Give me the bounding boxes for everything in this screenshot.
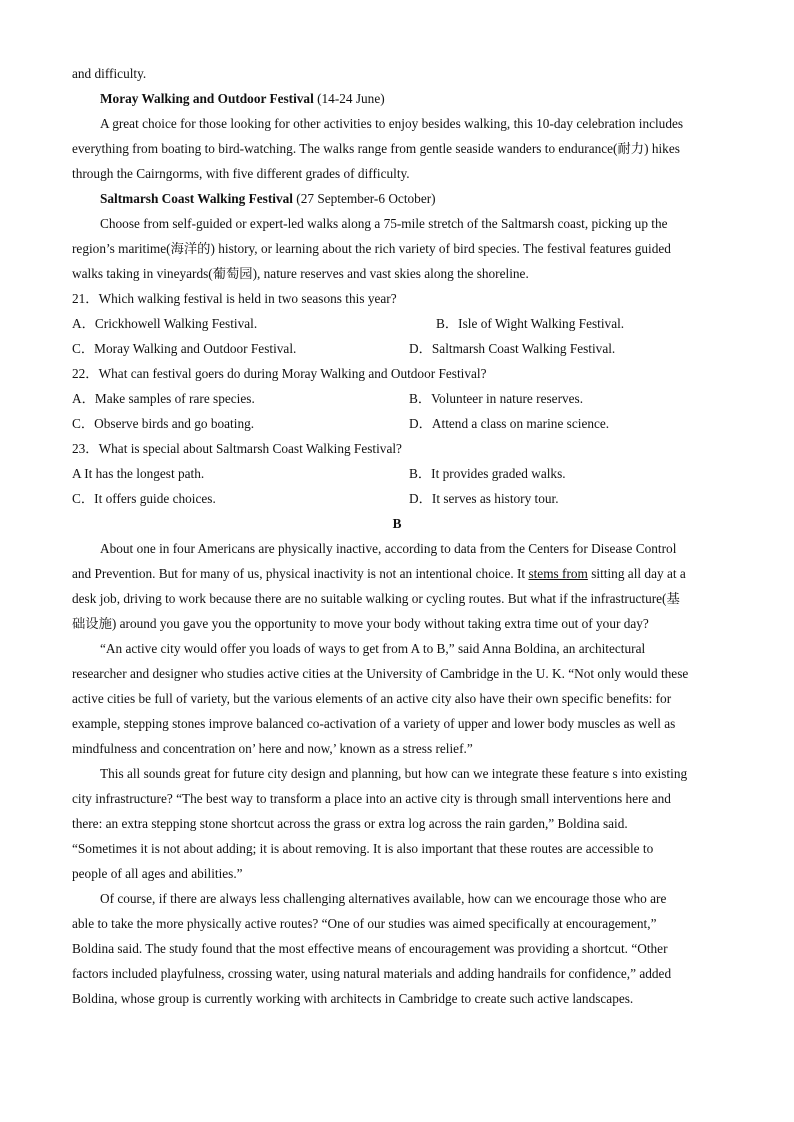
passage-line bbox=[72, 561, 686, 586]
option-b: B．Isle of Wight Walking Festival. bbox=[436, 316, 625, 331]
passage-line: people of all ages and abilities.” bbox=[72, 866, 243, 881]
passage-line: About one in four Americans are physically inactive, according to data from the Centers for Disease Control bbox=[100, 541, 677, 556]
passage-line: there: an extra stepping stone shortcut across the grass or extra log across the rain garden,” Boldina said. bbox=[72, 816, 628, 831]
passage-line: “Sometimes it is not about adding; it is about removing. It is also important that these routes are accessible to bbox=[72, 841, 654, 856]
passage-line: able to take the more physically active routes? “One of our studies was aimed specifically at encouragement,” bbox=[72, 916, 657, 931]
passage-line: through the Cairngorms, with five different grades of difficulty. bbox=[72, 166, 410, 181]
underlined-phrase: stems from bbox=[528, 566, 588, 581]
festival-dates: (14-24 June) bbox=[313, 91, 385, 106]
passage-line: active cities be full of variety, but the various elements of an active city also have their own specific benefits: for bbox=[72, 691, 672, 706]
passage-line: A great choice for those looking for other activities to enjoy besides walking, this 10-day celebration includes bbox=[100, 116, 684, 131]
passage-line: 础设施) around you gave you the opportunity to move your body without taking extra time out of your day? bbox=[72, 616, 649, 631]
passage-line: This all sounds great for future city design and planning, but how can we integrate these feature s into existing bbox=[100, 766, 688, 781]
text-run: and Prevention. But for many of us, physical inactivity is not an intentional choice. It bbox=[72, 566, 529, 581]
passage-line: Boldina said. The study found that the most effective means of encouragement was providing a shortcut. “Other bbox=[72, 941, 668, 956]
festival-heading-saltmarsh bbox=[100, 186, 436, 211]
passage-line: Boldina, whose group is currently working with architects in Cambridge to create such active landscapes. bbox=[72, 991, 634, 1006]
option-a: A It has the longest path. bbox=[72, 466, 205, 481]
section-heading: B bbox=[392, 516, 402, 531]
option-b: B．It provides graded walks. bbox=[409, 466, 566, 481]
option-c: C．Moray Walking and Outdoor Festival. bbox=[72, 341, 297, 356]
question-stem: 21．Which walking festival is held in two seasons this year? bbox=[72, 291, 397, 306]
festival-dates: (27 September-6 October) bbox=[292, 191, 436, 206]
option-d: D．Saltmarsh Coast Walking Festival. bbox=[409, 341, 616, 356]
passage-line: Of course, if there are always less challenging alternatives available, how can we encourage those who are bbox=[100, 891, 667, 906]
option-c: C．Observe birds and go boating. bbox=[72, 416, 255, 431]
option-c: C．It offers guide choices. bbox=[72, 491, 216, 506]
passage-line: walks taking in vineyards(葡萄园), nature reserves and vast skies along the shoreline. bbox=[72, 266, 529, 281]
option-d: D．Attend a class on marine science. bbox=[409, 416, 610, 431]
option-d: D．It serves as history tour. bbox=[409, 491, 559, 506]
passage-line: researcher and designer who studies active cities at the University of Cambridge in the U. K. “Not only would these bbox=[72, 666, 689, 681]
text-run: sitting all day at a bbox=[587, 566, 686, 581]
question-stem: 22．What can festival goers do during Moray Walking and Outdoor Festival? bbox=[72, 366, 487, 381]
passage-line: mindfulness and concentration on’ here and now,’ known as a stress relief.” bbox=[72, 741, 473, 756]
option-a: A．Crickhowell Walking Festival. bbox=[72, 316, 258, 331]
option-a: A．Make samples of rare species. bbox=[72, 391, 255, 406]
question-stem: 23．What is special about Saltmarsh Coast Walking Festival? bbox=[72, 441, 402, 456]
passage-line: city infrastructure? “The best way to transform a place into an active city is through small interventions here and bbox=[72, 791, 671, 806]
passage-line: Choose from self-guided or expert-led walks along a 75-mile stretch of the Saltmarsh coast, picking up the bbox=[100, 216, 668, 231]
passage-line: desk job, driving to work because there are no suitable walking or cycling routes. But what if the infrastructure(基 bbox=[72, 591, 680, 606]
festival-title: Moray Walking and Outdoor Festival bbox=[100, 91, 314, 106]
passage-line: region’s maritime(海洋的) history, or learning about the rich variety of bird species. The festival features guided bbox=[72, 241, 671, 256]
passage-line: everything from boating to bird-watching. The walks range from gentle seaside wanders to endurance(耐力) hikes bbox=[72, 141, 680, 156]
passage-line: and difficulty. bbox=[72, 66, 147, 81]
option-b: B．Volunteer in nature reserves. bbox=[409, 391, 584, 406]
passage-line: example, stepping stones improve balanced co-activation of a variety of upper and lower body muscles as well as bbox=[72, 716, 676, 731]
passage-line: “An active city would offer you loads of ways to get from A to B,” said Anna Boldina, an architectural bbox=[100, 641, 646, 656]
passage-line: factors included playfulness, crossing water, using natural materials and adding handrails for confidence,” added bbox=[72, 966, 672, 981]
festival-heading-moray bbox=[100, 86, 385, 111]
festival-title: Saltmarsh Coast Walking Festival bbox=[100, 191, 293, 206]
